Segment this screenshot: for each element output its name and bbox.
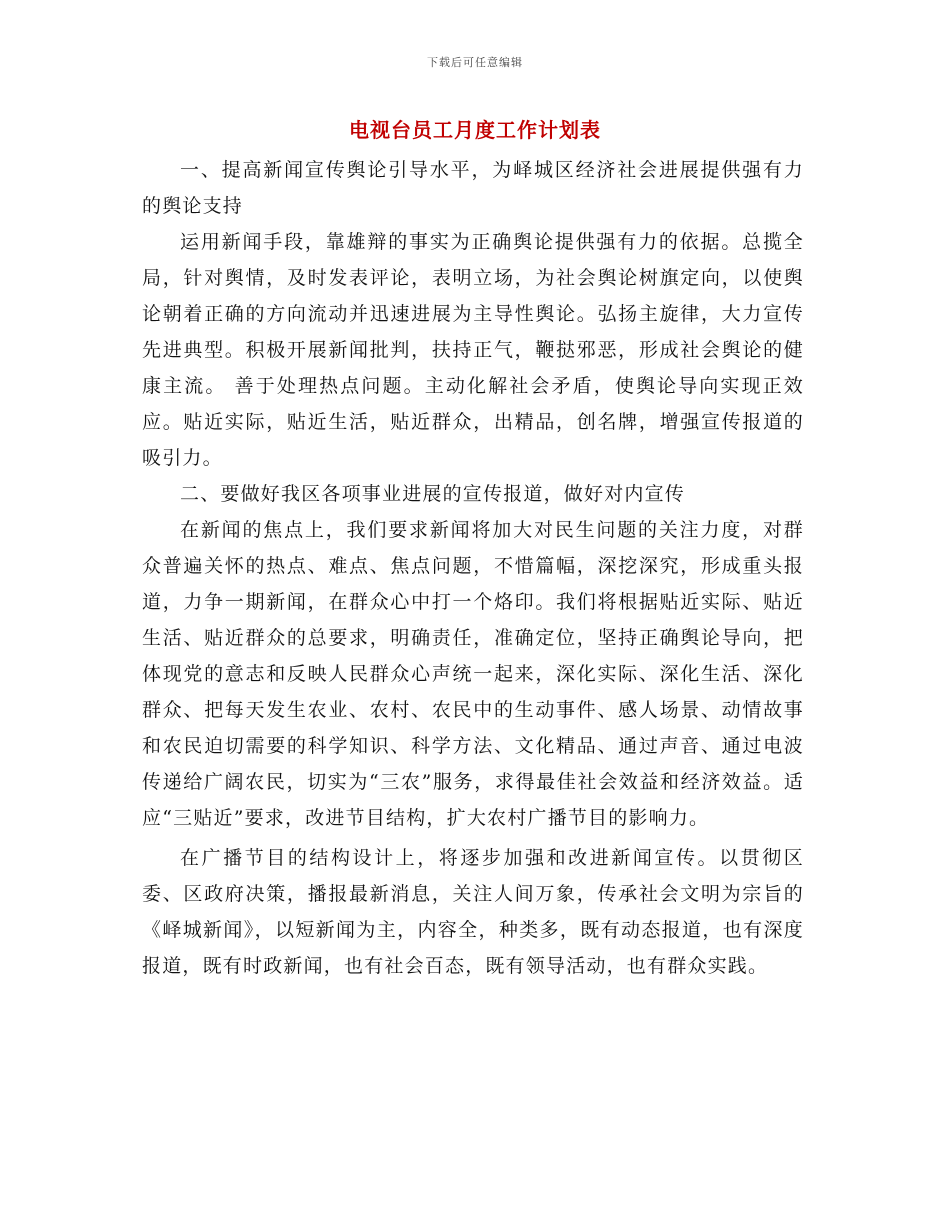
section-heading-2: 二、要做好我区各项事业进展的宣传报道，做好对内宣传 — [180, 483, 686, 505]
paragraph-3: 在广播节目的结构设计上，将逐步加强和改进新闻宣传。以贯彻区委、区政府决策，播报最新消息，关注人间万象，传承社会文明为宗旨的《峄城新闻》，以短新闻为主，内容全，种类多，既有动态报道，也有深度报道，既有时政新闻，也有社会百态，既有领导活动，也有群众实践。 — [142, 847, 804, 977]
paragraph-2: 在新闻的焦点上，我们要求新闻将加大对民生问题的关注力度，对群众普遍关怀的热点、难点、焦点问题，不惜篇幅，深挖深究，形成重头报道，力争一期新闻，在群众心中打一个烙印。我们将根据贴近实际、贴近生活、贴近群众的总要求，明确责任，准确定位，坚持正确舆论导向，把体现党的意志和反映人民群众心声统一起来，深化实际、深化生活、深化群众、把每天发生农业、农村、农民中的生动事件、感人场景、动情故事和农民迫切需要的科学知识、科学方法、文化精品、通过声音、通过电波传递给广阔农民，切实为“三农”服务，求得最佳社会效益和经济效益。适应“三贴近”要求，改进节目结构，扩大农村广播节目的影响力。 — [142, 519, 804, 829]
header-note: 下载后可任意编辑 — [427, 56, 523, 69]
document-title: 电视台员工月度工作计划表 — [349, 118, 601, 142]
document-body — [142, 152, 804, 984]
section-heading-1: 一、提高新闻宣传舆论引导水平，为峄城区经济社会进展提供强有力的舆论支持 — [142, 159, 804, 217]
paragraph-1: 运用新闻手段，靠雄辩的事实为正确舆论提供强有力的依据。总揽全局，针对舆情，及时发表评论，表明立场，为社会舆论树旗定向，以使舆论朝着正确的方向流动并迅速进展为主导性舆论。弘扬主旋律，大力宣传先进典型。积极开展新闻批判，扶持正气，鞭挞邪恶，形成社会舆论的健康主流。 善于处理热点问题。主动化解社会矛盾，使舆论导向实现正效应。贴近实际，贴近生活，贴近群众，出精品，创名牌，增强宣传报道的吸引力。 — [142, 231, 804, 469]
